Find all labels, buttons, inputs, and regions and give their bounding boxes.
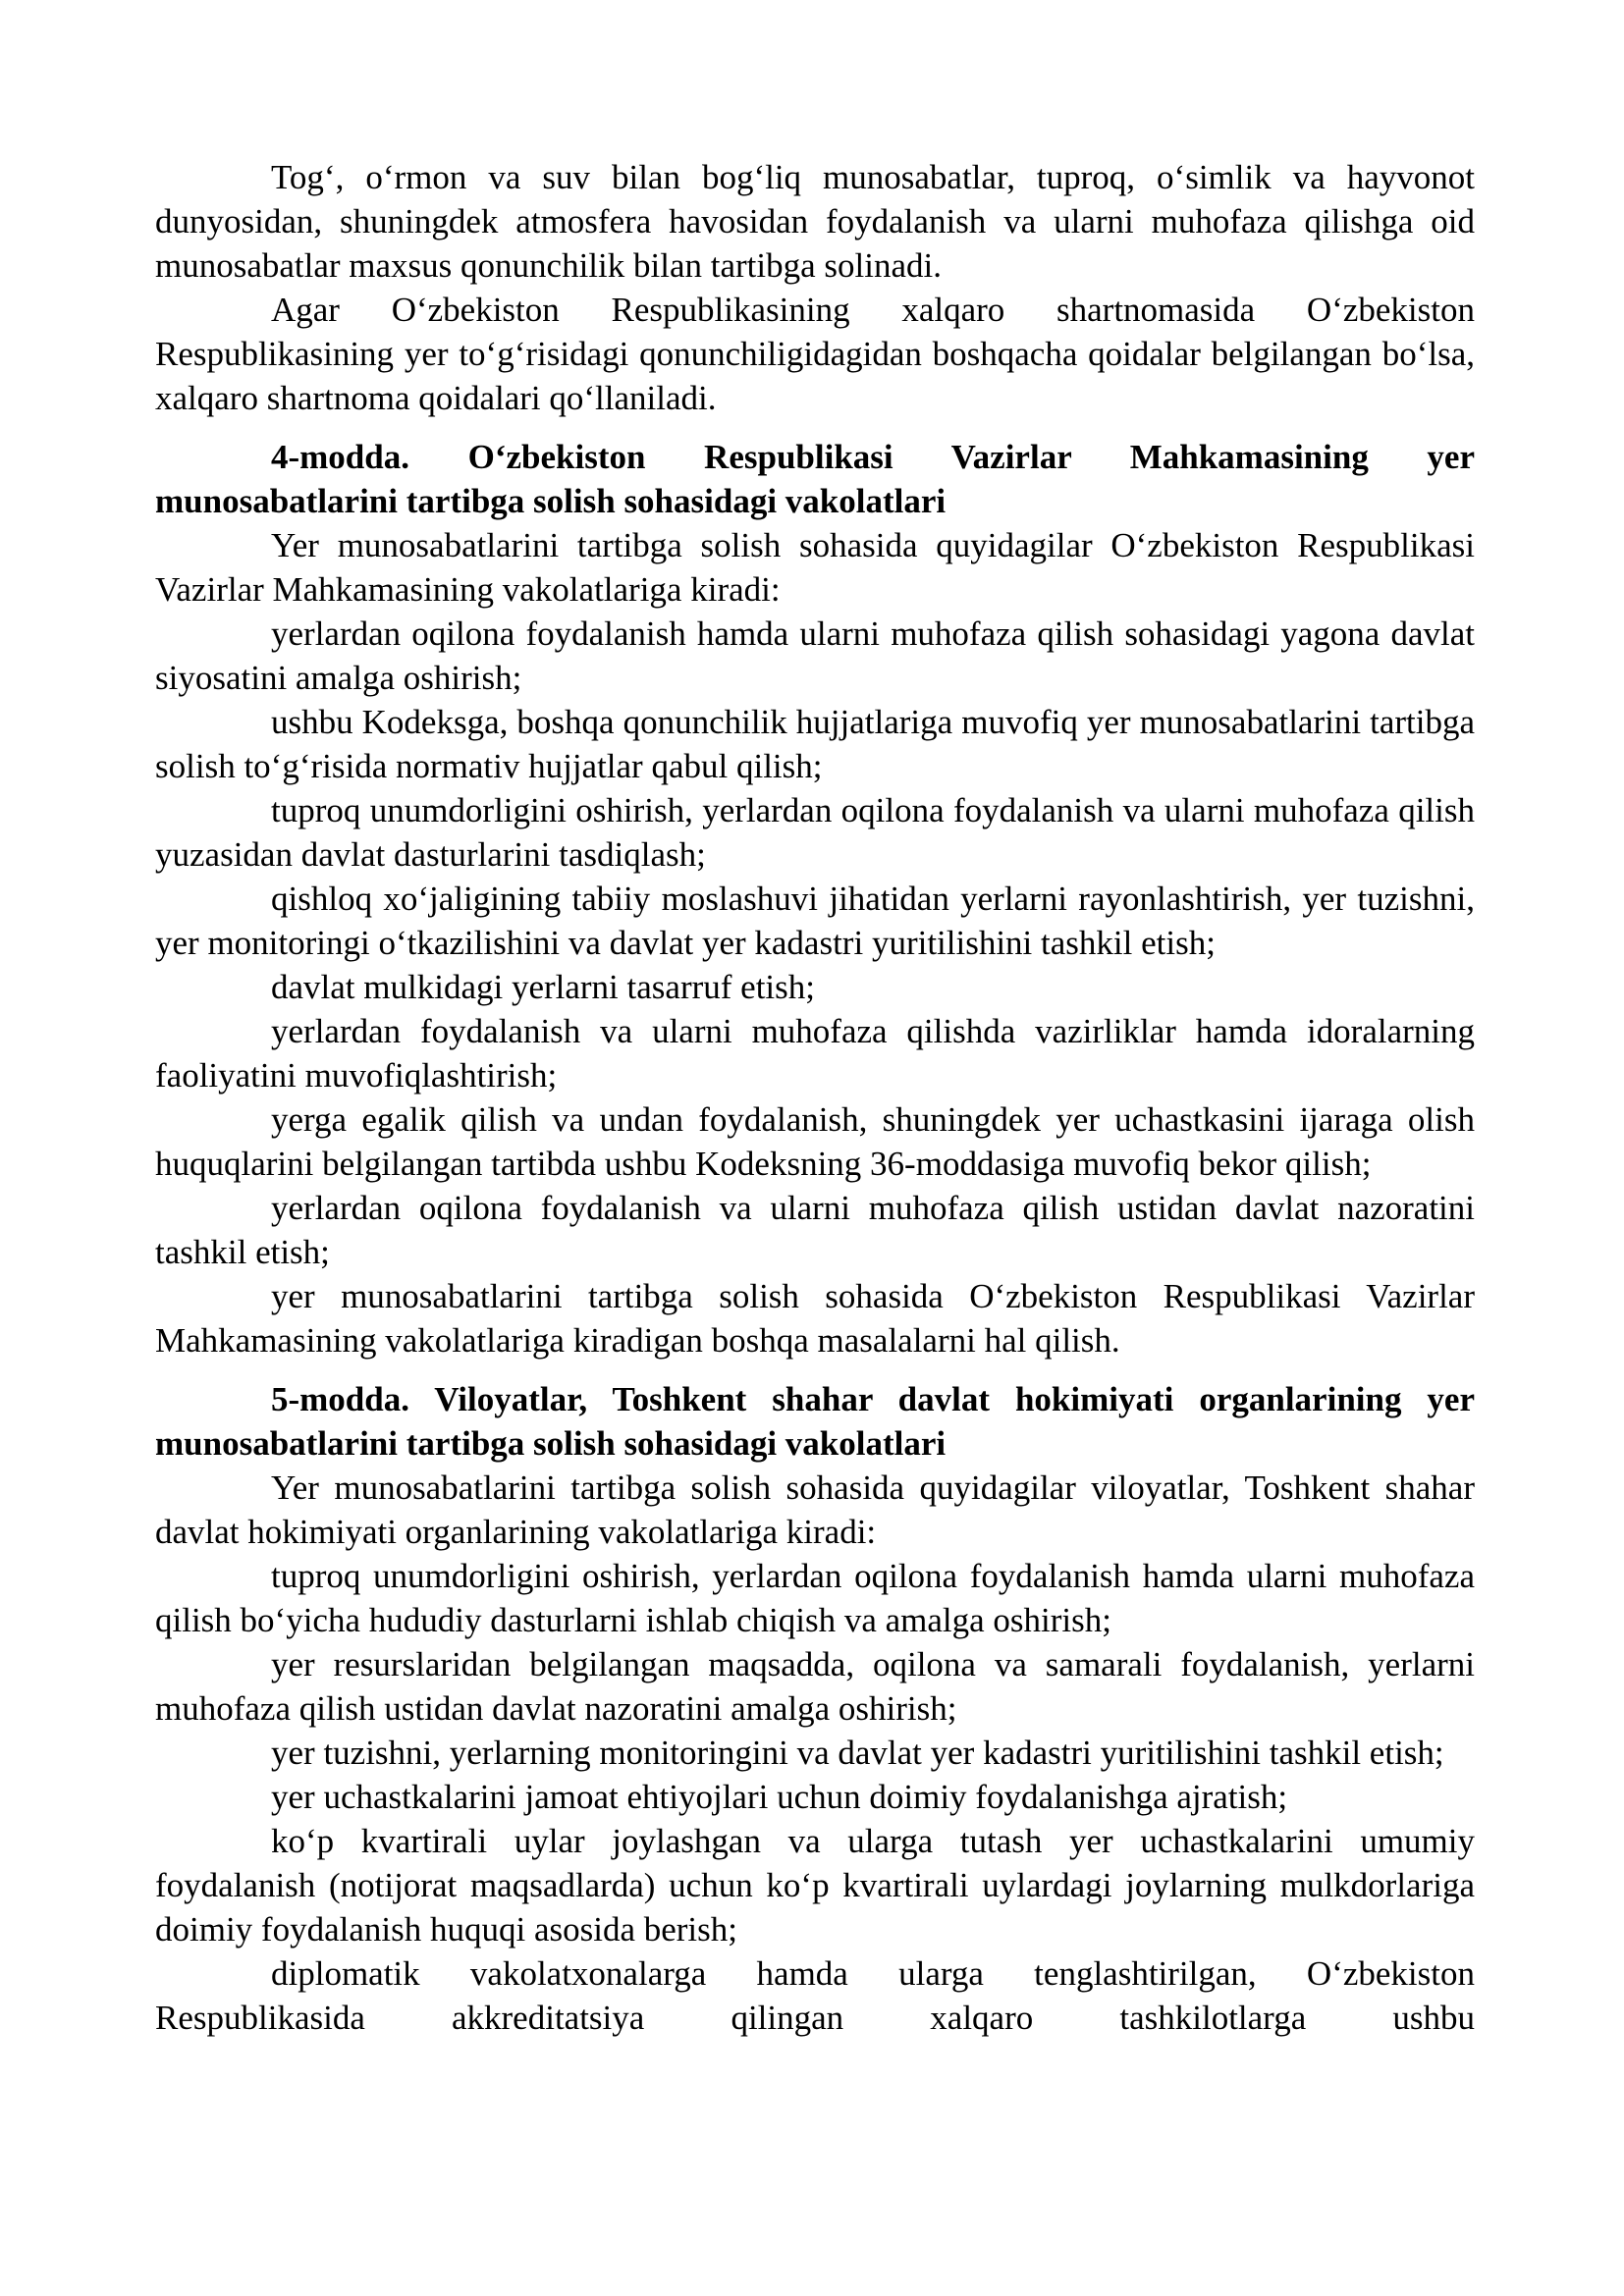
- list-item: ko‘p kvartirali uylar joylashgan va ularga tutash yer uchastkalarini umumiy foydalanish (notijorat maqsadlarda) uchun ko‘p kvartirali uylardagi joylarning mulkdorlariga doimiy foydalanish huquqi asosida berish;: [155, 1822, 1475, 1949]
- list-item: yer resurslaridan belgilangan maqsadda, oqilona va samarali foydalanish, yerlarni muhofaza qilish ustidan davlat nazoratini amalga oshirish;: [155, 1645, 1475, 1728]
- article-4-heading: 4-modda. O‘zbekiston Respublikasi Vazirlar Mahkamasining yer munosabatlarini tartibga solish sohasidagi vakolatlari: [155, 438, 1475, 520]
- list-item: diplomatik vakolatxonalarga hamda ularga tenglashtirilgan, O‘zbekiston Respublikasida akkreditatsiya qilingan xalqaro tashkilotlarga ushbu: [155, 1954, 1475, 2037]
- list-item: yer uchastkalarini jamoat ehtiyojlari uchun doimiy foydalanishga ajratish;: [271, 1778, 1288, 1816]
- list-item: ushbu Kodeksga, boshqa qonunchilik hujjatlariga muvofiq yer munosabatlarini tartibga solish to‘g‘risida normativ hujjatlar qabul qilish;: [155, 703, 1475, 785]
- list-item: qishloq xo‘jaligining tabiiy moslashuvi jihatidan yerlarni rayonlashtirish, yer tuzishni, yer monitoringi o‘tkazilishini va davlat yer kadastri yuritilishini tashkil etish;: [155, 880, 1475, 962]
- list-item: davlat mulkidagi yerlarni tasarruf etish;: [271, 968, 815, 1006]
- paragraph: Agar O‘zbekiston Respublikasining xalqaro shartnomasida O‘zbekiston Respublikasining yer to‘g‘risidagi qonunchiligidagidan boshqacha qoidalar belgilangan bo‘lsa, xalqaro shartnoma qoidalari qo‘llaniladi.: [155, 291, 1475, 417]
- paragraph: Yer munosabatlarini tartibga solish sohasida quyidagilar O‘zbekiston Respublikasi Vazirlar Mahkamasining vakolatlariga kiradi:: [155, 526, 1475, 609]
- paragraph: Tog‘, o‘rmon va suv bilan bog‘liq munosabatlar, tuproq, o‘simlik va hayvonot dunyosidan, shuningdek atmosfera havosidan foydalanish va ularni muhofaza qilishga oid munosabatlar maxsus qonunchilik bilan tartibga solinadi.: [155, 158, 1475, 285]
- list-item: tuproq unumdorligini oshirish, yerlardan oqilona foydalanish hamda ularni muhofaza qilish bo‘yicha hududiy dasturlarni ishlab chiqish va amalga oshirish;: [155, 1557, 1475, 1639]
- list-item: tuproq unumdorligini oshirish, yerlardan oqilona foydalanish va ularni muhofaza qilish yuzasidan davlat dasturlarini tasdiqlash;: [155, 791, 1475, 874]
- article-5-heading: 5-modda. Viloyatlar, Toshkent shahar davlat hokimiyati organlarining yer munosabatlarini tartibga solish sohasidagi vakolatlari: [155, 1380, 1475, 1463]
- document-page: [155, 155, 1475, 2040]
- list-item: yerga egalik qilish va undan foydalanish, shuningdek yer uchastkasini ijaraga olish huquqlarini belgilangan tartibda ushbu Kodeksning 36-moddasiga muvofiq bekor qilish;: [155, 1100, 1475, 1183]
- list-item: yerlardan foydalanish va ularni muhofaza qilishda vazirliklar hamda idoralarning faoliyatini muvofiqlashtirish;: [155, 1012, 1475, 1095]
- list-item: yerlardan oqilona foydalanish hamda ularni muhofaza qilish sohasidagi yagona davlat siyosatini amalga oshirish;: [155, 614, 1475, 697]
- paragraph: Yer munosabatlarini tartibga solish sohasida quyidagilar viloyatlar, Toshkent shahar davlat hokimiyati organlarining vakolatlariga kiradi:: [155, 1468, 1475, 1551]
- list-item: yer munosabatlarini tartibga solish sohasida O‘zbekiston Respublikasi Vazirlar Mahkamasining vakolatlariga kiradigan boshqa masalalarni hal qilish.: [155, 1277, 1475, 1360]
- list-item: yer tuzishni, yerlarning monitoringini va davlat yer kadastri yuritilishini tashkil etish;: [271, 1734, 1444, 1772]
- list-item: yerlardan oqilona foydalanish va ularni muhofaza qilish ustidan davlat nazoratini tashkil etish;: [155, 1189, 1475, 1271]
